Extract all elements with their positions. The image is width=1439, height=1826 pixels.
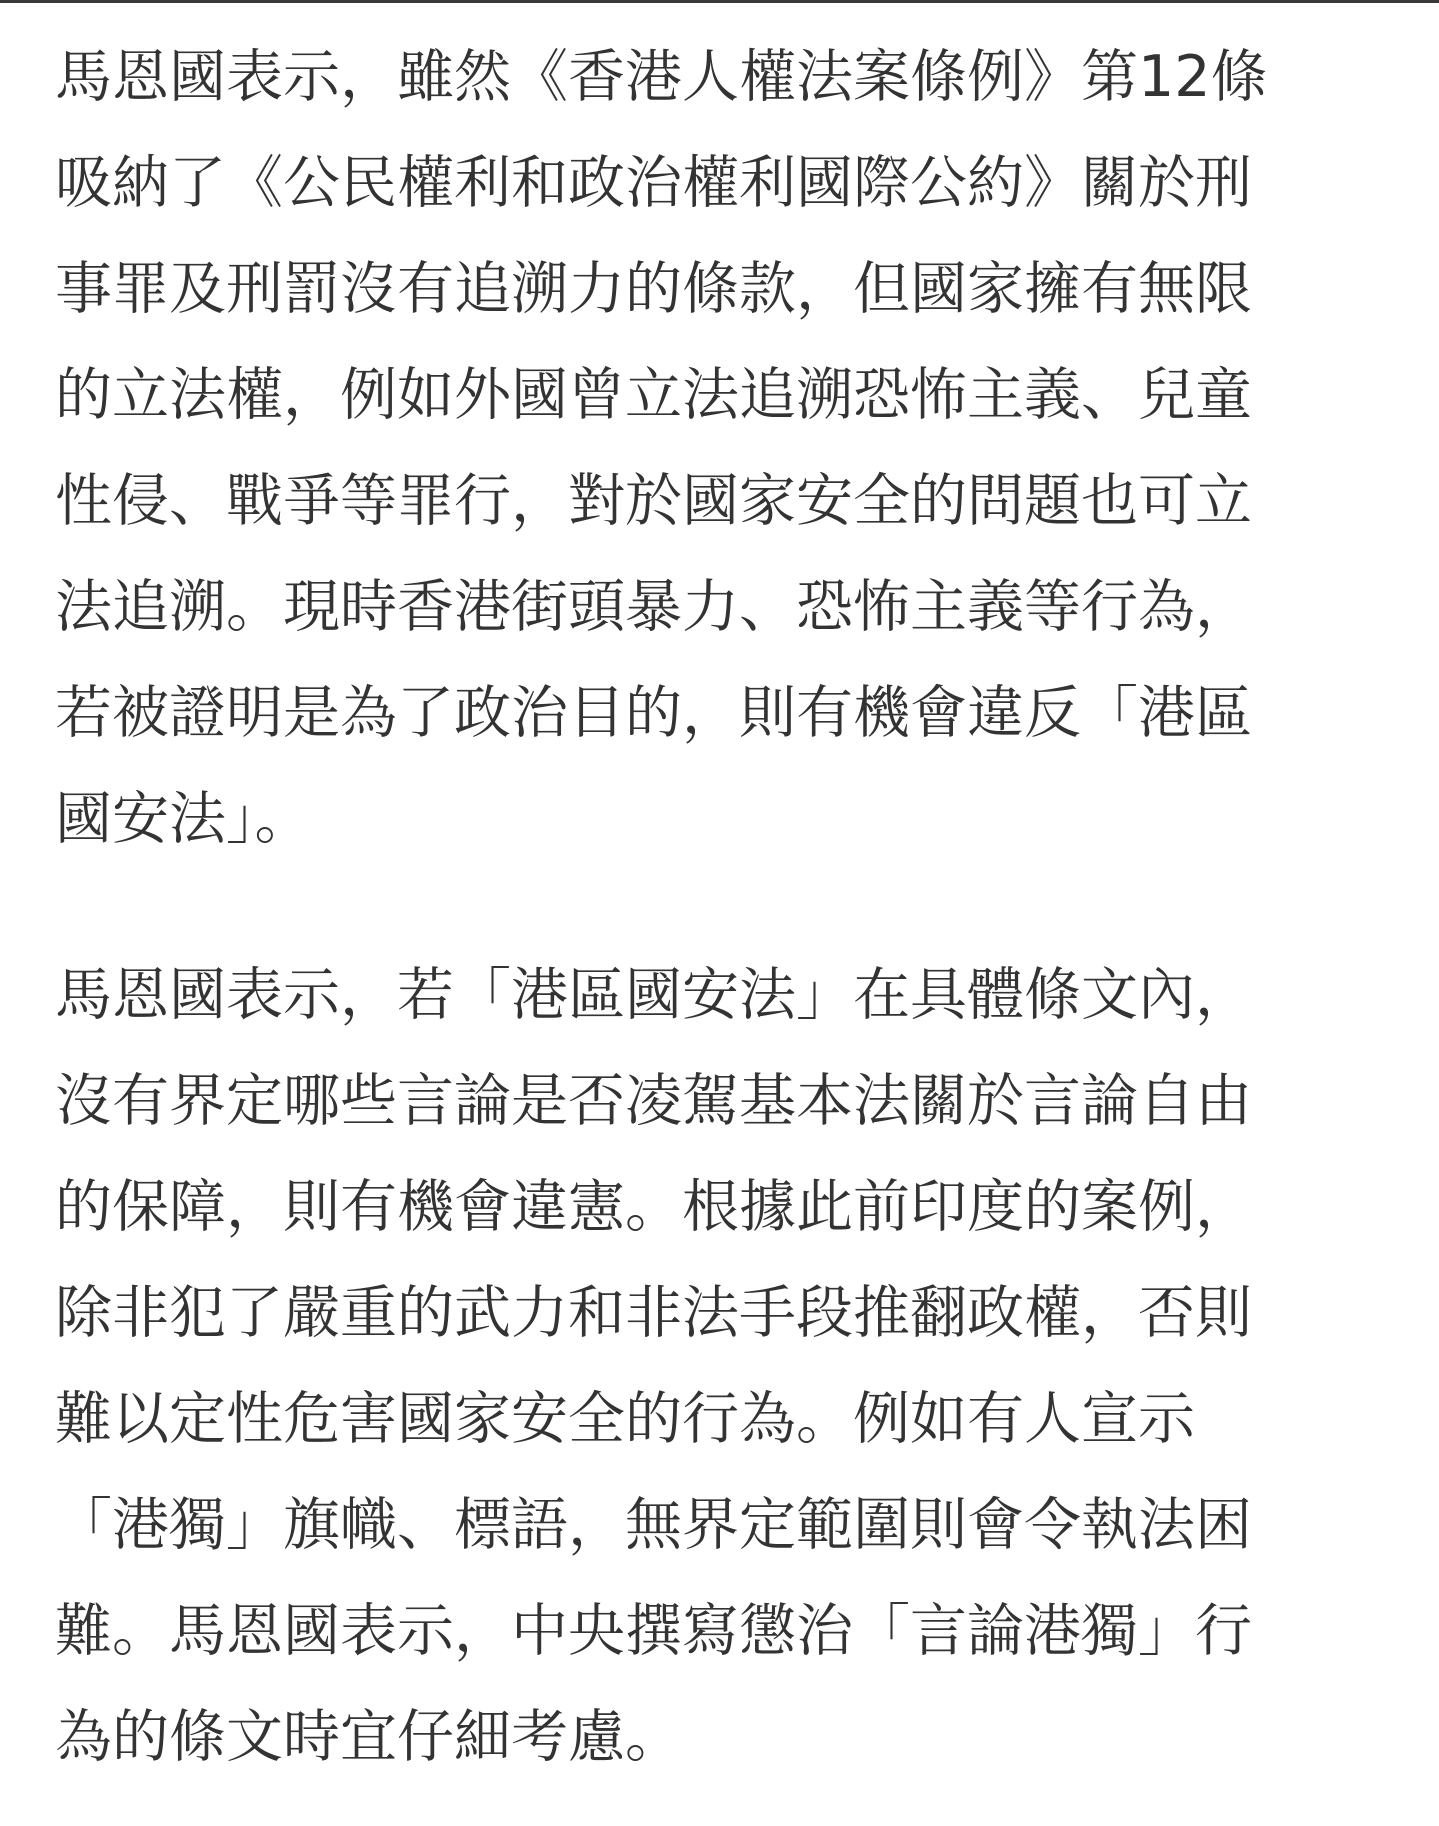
text-line: 「港獨」旗幟、標語，無界定範圍則會令執法困 [55, 1492, 1252, 1558]
text-line: 國安法」。 [55, 786, 312, 852]
text-line: 馬恩國表示，雖然《香港人權法案條例》第12條 [55, 44, 1268, 110]
text-line: 若被證明是為了政治目的，則有機會違反「港區 [55, 680, 1252, 746]
text-line: 的保障，則有機會違憲。根據此前印度的案例， [55, 1174, 1252, 1240]
text-line: 法追溯。現時香港街頭暴力、恐怖主義等行為， [55, 574, 1252, 640]
text-line: 事罪及刑罰沒有追溯力的條款，但國家擁有無限 [55, 256, 1252, 322]
text-line: 難。馬恩國表示，中央撰寫懲治「言論港獨」行 [55, 1598, 1252, 1664]
paragraph-1 [55, 24, 1395, 872]
paragraph-2 [55, 942, 1395, 1790]
text-line: 性侵、戰爭等罪行，對於國家安全的問題也可立 [55, 468, 1252, 534]
top-divider [0, 0, 1439, 3]
text-line: 馬恩國表示，若「港區國安法」在具體條文內， [55, 962, 1252, 1028]
text-line: 除非犯了嚴重的武力和非法手段推翻政權，否則 [55, 1280, 1252, 1346]
text-line: 難以定性危害國家安全的行為。例如有人宣示 [55, 1386, 1195, 1452]
text-line: 的立法權，例如外國曾立法追溯恐怖主義、兒童 [55, 362, 1252, 428]
text-line: 吸納了《公民權利和政治權利國際公約》關於刑 [55, 150, 1252, 216]
text-line: 沒有界定哪些言論是否凌駕基本法關於言論自由 [55, 1068, 1252, 1134]
text-line: 為的條文時宜仔細考慮。 [55, 1704, 682, 1770]
